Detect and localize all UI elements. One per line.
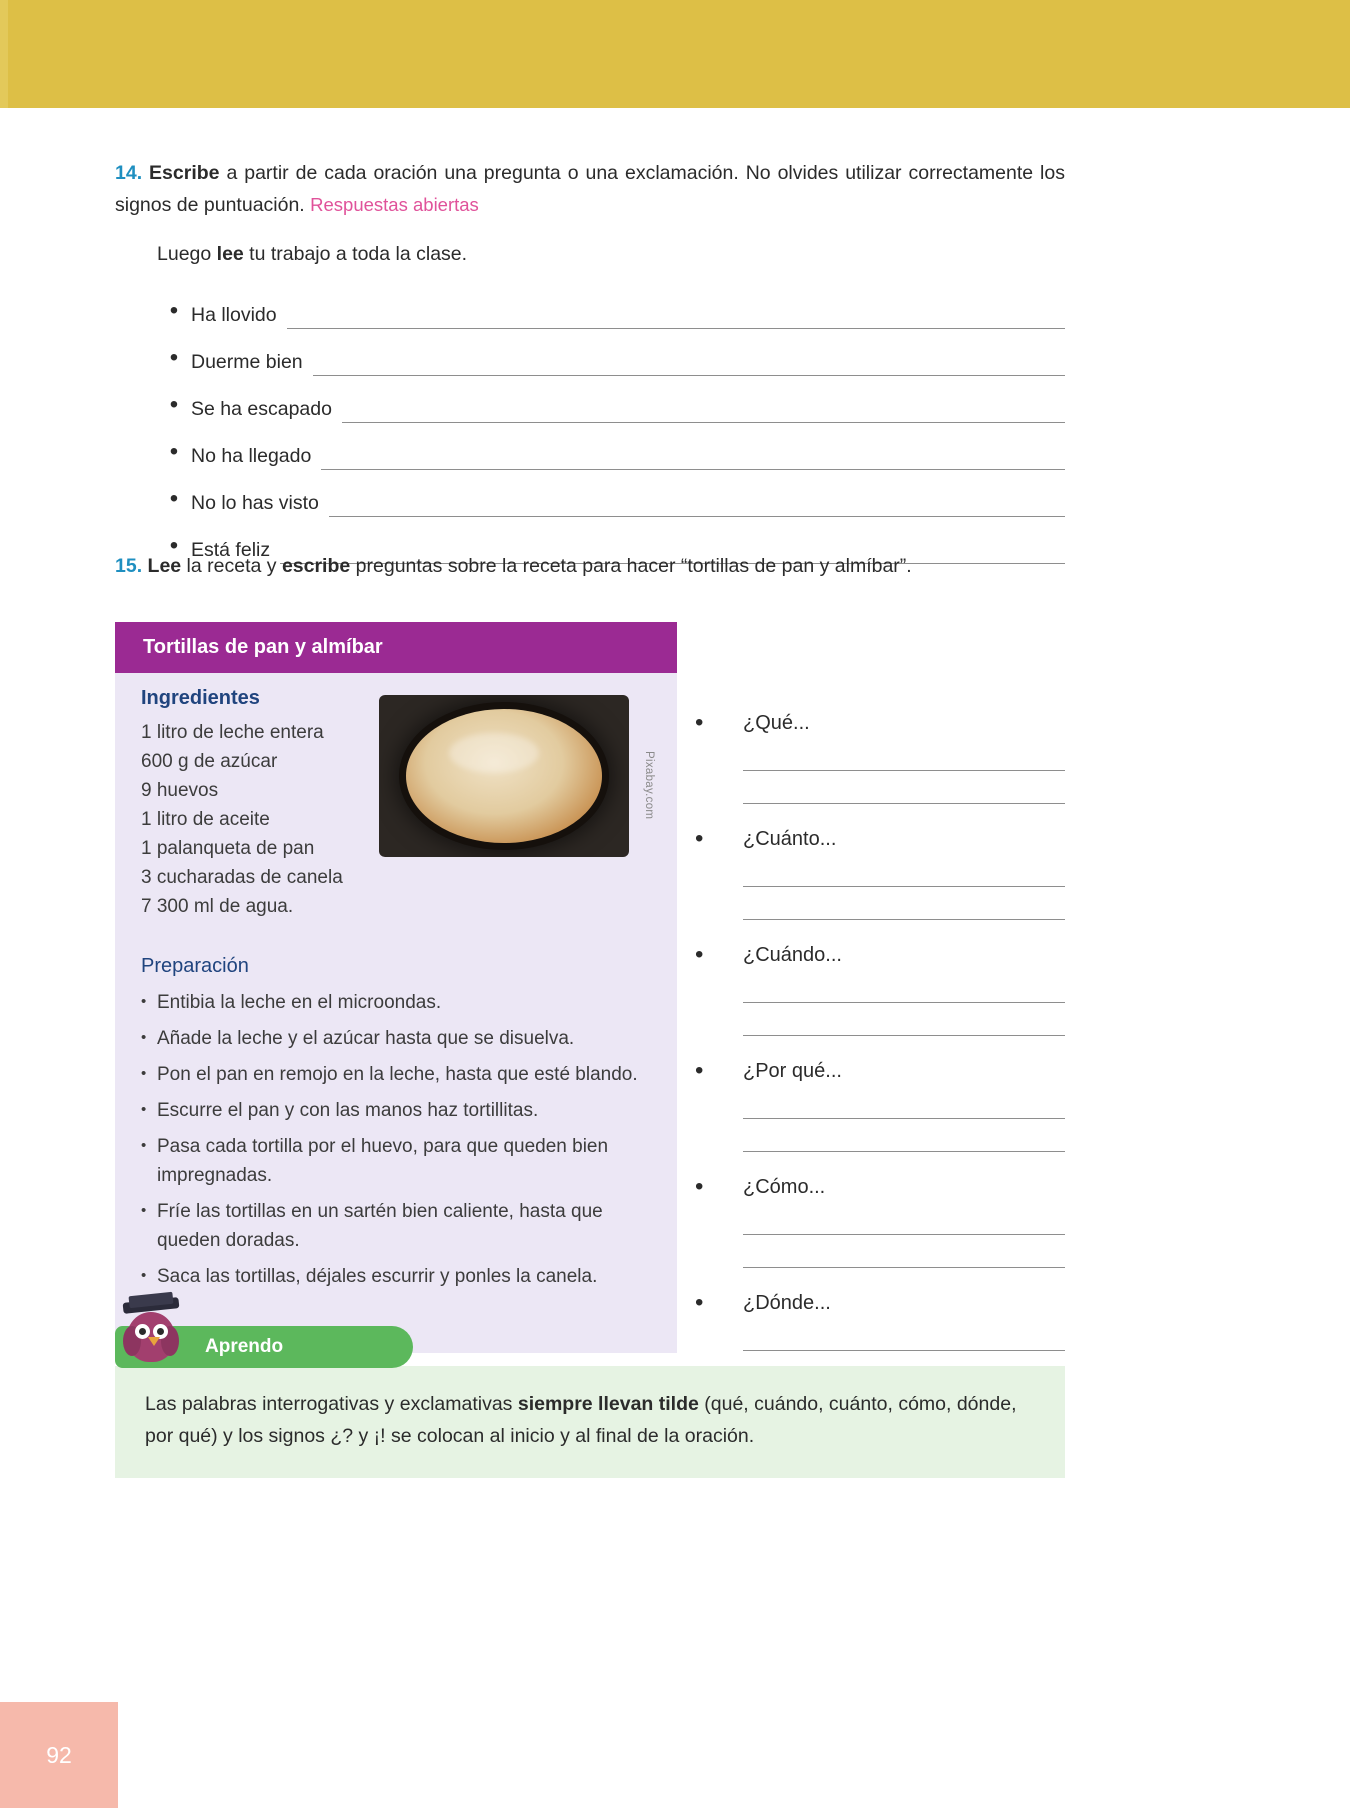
exercise-14-items [157,282,1065,564]
question-starter: ¿Dónde... [743,1291,831,1314]
list-item [157,282,1065,329]
exercise-14-subinstruction [157,243,1065,266]
answer-writing-line[interactable] [743,1003,1065,1036]
bullet-icon: • [169,438,179,465]
aprendo-tab [115,1326,413,1368]
answer-writing-line[interactable] [743,970,1065,1003]
question-starter: ¿Qué... [743,711,810,734]
aprendo-text-part-1: Las palabras interrogativas y exclamativas [145,1393,518,1415]
list-item [157,470,1065,517]
preparation-steps [141,988,655,1291]
answer-writing-line[interactable] [313,349,1065,376]
answer-writing-line[interactable] [743,1086,1065,1119]
bullet-icon: • [141,1029,147,1046]
aprendo-label: Aprendo [205,1336,284,1357]
list-item [141,1024,655,1053]
bullet-icon: • [695,709,704,736]
exercise-15-verb-1: Lee [147,555,182,577]
list-item [141,1096,655,1125]
answer-writing-line[interactable] [743,1202,1065,1235]
bullet-icon: • [141,993,147,1010]
bullet-icon: • [695,941,704,968]
exercise-14-number: 14. [115,162,143,184]
answer-writing-line[interactable] [743,887,1065,920]
answer-writing-line[interactable] [342,396,1065,423]
list-item [157,423,1065,470]
question-row [695,1172,1065,1202]
sentence-label: No ha llegado [191,445,312,467]
recipe-photo [379,695,629,857]
step-text: Pon el pan en remojo en la leche, hasta que esté blando. [157,1064,638,1085]
list-item [157,329,1065,376]
owl-beak [148,1337,160,1346]
tortilla-in-pan-image [406,709,602,843]
answer-writing-line[interactable] [743,738,1065,771]
bullet-icon: • [141,1065,147,1082]
page-number: 92 [46,1741,72,1768]
list-item [141,1132,655,1190]
exercise-15-mid: la receta y [181,555,282,577]
exercise-15-instruction [115,555,1065,578]
question-starter: ¿Cuándo... [743,943,842,966]
list-item [141,988,655,1017]
preparation-heading: Preparación [141,955,249,977]
question-row [695,708,1065,738]
answer-writing-line[interactable] [743,1119,1065,1152]
page-content [0,108,1350,1800]
question-block [695,824,1065,920]
question-starter: ¿Por qué... [743,1059,842,1082]
aprendo-section [115,1326,1065,1478]
bullet-icon: • [141,1101,147,1118]
exercise-14 [115,158,1065,564]
exercise-14-instruction [115,158,1065,221]
ingredient-item: 9 huevos [141,780,219,801]
exercise-14-verb: Escribe [149,162,220,184]
sentence-label: Ha llovido [191,304,277,326]
question-row [695,940,1065,970]
recipe-body [115,673,677,1353]
question-starters-column [695,708,1065,1404]
ingredient-item: 1 palanqueta de pan [141,838,315,859]
step-text: Saca las tortillas, déjales escurrir y ponles la canela. [157,1266,598,1287]
recipe-card [115,622,677,1353]
bullet-icon: • [169,532,179,559]
bullet-icon: • [141,1137,147,1154]
sentence-label: Se ha escapado [191,398,332,420]
ingredient-item: 1 litro de aceite [141,809,270,830]
question-row [695,1056,1065,1086]
exercise-15-end: preguntas sobre la receta para hacer “tortillas de pan y almíbar”. [350,555,912,577]
top-band-accent [0,0,8,108]
question-block [695,1056,1065,1152]
step-text: Fríe las tortillas en un sartén bien caliente, hasta que queden doradas. [157,1201,603,1251]
exercise-14-statement: a partir de cada oración una pregunta o una exclamación. No olvides utilizar correctamente los signos de puntuación. [115,162,1065,216]
list-item [141,1060,655,1089]
exercise-15-verb-2: escribe [281,555,351,577]
list-item [141,1197,655,1255]
bullet-icon: • [695,1057,704,1084]
aprendo-text-part-2: (qué, cuándo, cuánto, cómo, dónde, por qué) y los signos ¿? y ¡! se colocan al inicio y al final de la oración. [145,1393,1017,1447]
page-number-tab [0,1702,118,1808]
step-text: Pasa cada tortilla por el huevo, para que queden bien impregnadas. [157,1136,609,1186]
bullet-icon: • [169,485,179,512]
aprendo-text-bold: siempre llevan tilde [517,1393,699,1415]
answer-writing-line[interactable] [743,854,1065,887]
question-block [695,708,1065,804]
answer-writing-line[interactable] [329,490,1065,517]
step-text: Añade la leche y el azúcar hasta que se disuelva. [157,1028,575,1049]
recipe-title: Tortillas de pan y almíbar [115,622,677,673]
bullet-icon: • [169,391,179,418]
ingredient-item: 600 g de azúcar [141,751,278,772]
subinstruction-pre: Luego [157,243,217,265]
ingredient-item: 7 300 ml de agua. [141,896,294,917]
answer-writing-line[interactable] [743,771,1065,804]
sentence-label: Está feliz [191,539,271,561]
ingredients-heading: Ingredientes [141,687,260,709]
answer-writing-line[interactable] [287,302,1065,329]
question-block [695,1172,1065,1268]
sentence-label: Duerme bien [191,351,303,373]
ingredient-item: 3 cucharadas de canela [141,867,343,888]
subinstruction-post: tu trabajo a toda la clase. [243,243,468,265]
question-starter: ¿Cómo... [743,1175,826,1198]
answer-writing-line[interactable] [743,1235,1065,1268]
ingredient-item: 1 litro de leche entera [141,722,324,743]
owl-icon [115,1292,191,1368]
subinstruction-verb: lee [216,243,244,265]
top-decorative-band [0,0,1350,108]
aprendo-text [115,1366,1065,1478]
answers-open-note: Respuestas abiertas [310,194,479,215]
step-text: Entibia la leche en el microondas. [157,992,442,1013]
list-item [157,376,1065,423]
question-block [695,940,1065,1036]
answer-writing-line[interactable] [321,443,1065,470]
sentence-label: No lo has visto [191,492,319,514]
bullet-icon: • [695,1173,704,1200]
bullet-icon: • [141,1267,147,1284]
bullet-icon: • [169,297,179,324]
question-row [695,1288,1065,1318]
list-item [141,1262,655,1291]
bullet-icon: • [695,825,704,852]
bullet-icon: • [695,1289,704,1316]
photo-credit: Pixabay.com [643,751,655,820]
exercise-15-number: 15. [115,555,143,577]
bullet-icon: • [141,1202,147,1219]
question-row [695,824,1065,854]
question-starter: ¿Cuánto... [743,827,837,850]
step-text: Escurre el pan y con las manos haz tortillitas. [157,1100,539,1121]
bullet-icon: • [169,344,179,371]
